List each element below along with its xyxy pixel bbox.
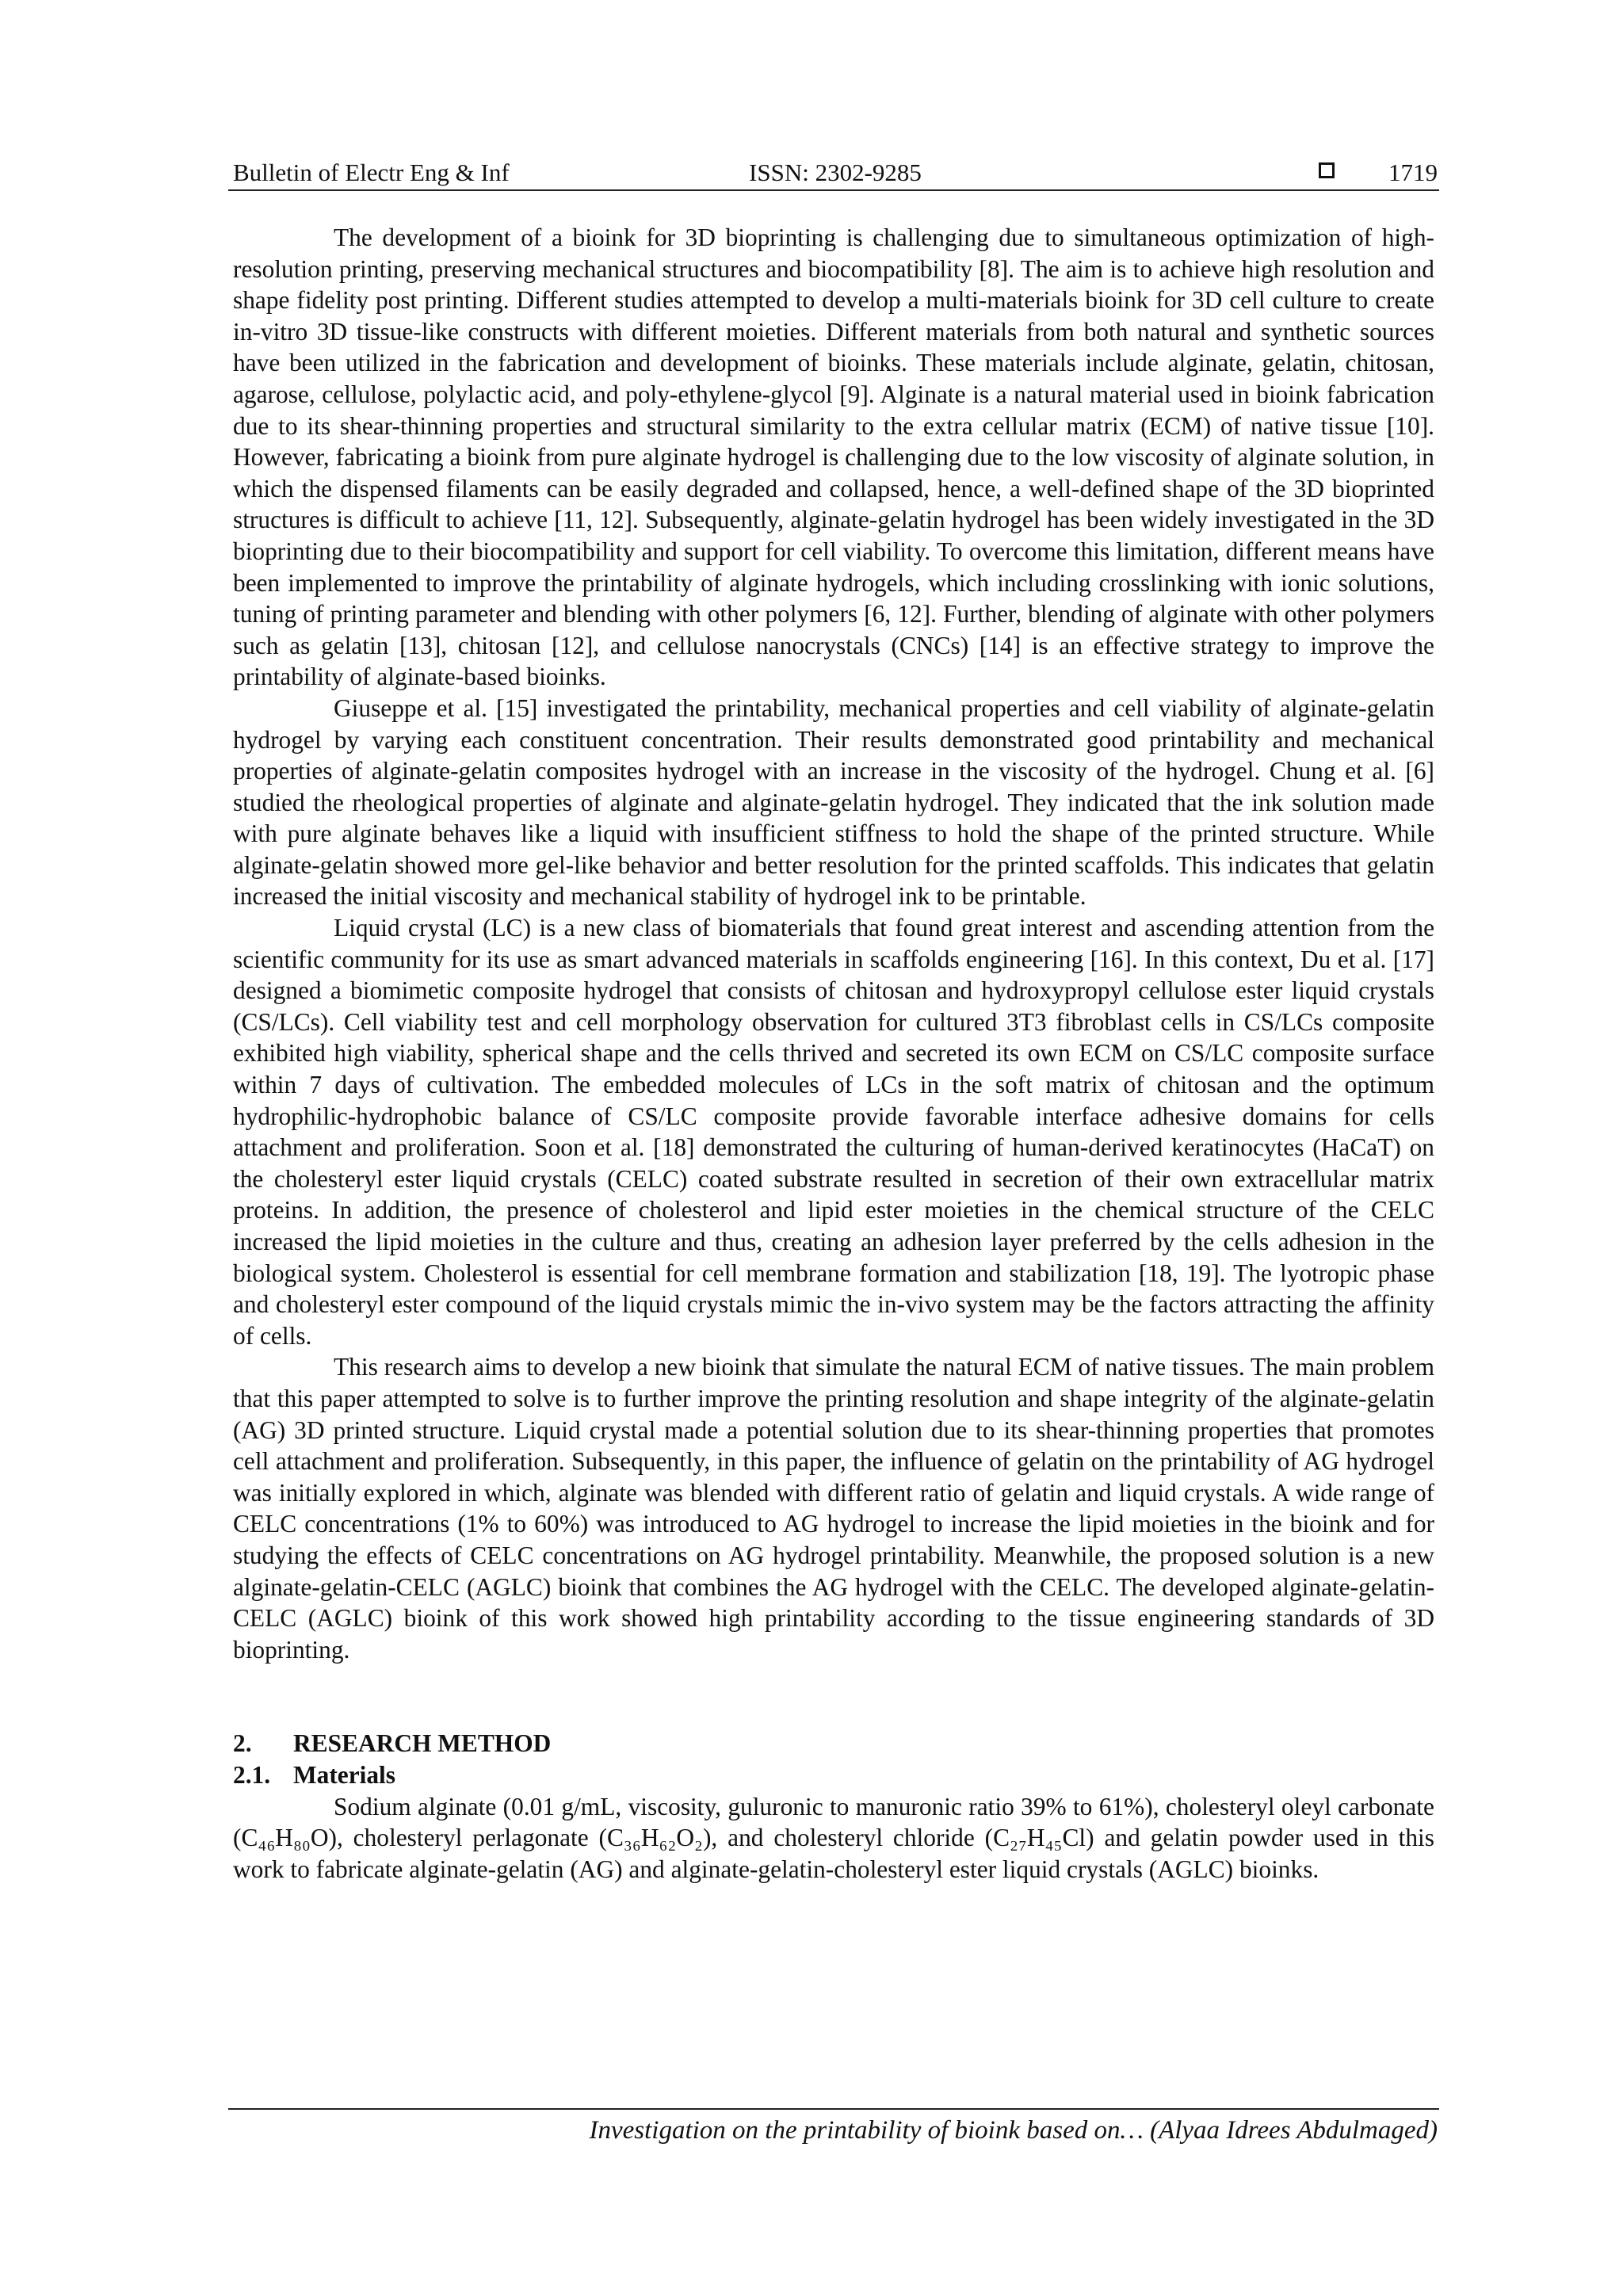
section-number: 2. [233,1729,252,1758]
running-title: Investigation on the printability of bioink based on… (Alyaa Idrees Abdulmaged) [589,2116,1438,2145]
materials-paragraph: Sodium alginate (0.01 g/mL, viscosity, guluronic to manuronic ratio 39% to 61%), cholesteryl oleyl carbonate (C₄₆H₈₀O), cholesteryl perlagonate (C₃₆H₆₂O₂), and cholesteryl chloride (C₂₇H₄₅Cl) and gelatin powder used in this work to fabricate alginate-gelatin (AG) and alginate-gelatin-cholesteryl ester liquid crystals (AGLC) bioinks. [233,1792,1434,1883]
main-text [233,222,1434,1885]
paragraph-3: Liquid crystal (LC) is a new class of biomaterials that found great interest and ascending attention from the scientific community for its use as smart advanced materials in scaffolds engineering [16]. In this context, Du et al. [17] designed a biomimetic composite hydrogel that consists of chitosan and hydroxypropyl cellulose ester liquid crystals (CS/LCs). Cell viability test and cell morphology observation for cultured 3T3 fibroblast cells in CS/LCs composite exhibited high viability, spherical shape and the cells thrived and secreted its own ECM on CS/LC composite surface within 7 days of cultivation. The embedded molecules of LCs in the soft matrix of chitosan and the optimum hydrophilic-hydrophobic balance of CS/LC composite provide favorable interface adhesive domains for cells attachment and proliferation. Soon et al. [18] demonstrated the culturing of human-derived keratinocytes (HaCaT) on the cholesteryl ester liquid crystals (CELC) coated substrate resulted in secretion of their own extracellular matrix proteins. In addition, the presence of cholesterol and lipid ester moieties in the chemical structure of the CELC increased the lipid moieties in the culture and thus, creating an adhesion layer preferred by the cells adhesion in the biological system. Cholesterol is essential for cell membrane formation and stabilization [18, 19]. The lyotropic phase and cholesteryl ester compound of the liquid crystals mimic the in-vivo system may be the factors attracting the affinity of cells. [233,914,1434,1350]
journal-name: Bulletin of Electr Eng & Inf [233,159,510,186]
issn: ISSN: 2302-9285 [749,159,922,186]
subsection-number: 2.1. [233,1760,271,1789]
page-number: 1719 [1388,159,1438,186]
paragraph-2: Giuseppe et al. [15] investigated the printability, mechanical properties and cell viability of alginate-gelatin hydrogel by varying each constituent concentration. Their results demonstrated good printability and mechanical properties of alginate-gelatin composites hydrogel with an increase in the viscosity of the hydrogel. Chung et al. [6] studied the rheological properties of alginate and alginate-gelatin hydrogel. They indicated that the ink solution made with pure alginate behaves like a liquid with insufficient stiffness to hold the shape of the printed structure. While alginate-gelatin showed more gel-like behavior and better resolution for the printed scaffolds. This indicates that gelatin increased the initial viscosity and mechanical stability of hydrogel ink to be printable. [233,693,1434,911]
header-rule [228,189,1439,191]
section-heading [233,1728,1434,1759]
footer-rule [228,2108,1439,2110]
paragraph-4: This research aims to develop a new bioink that simulate the natural ECM of native tissues. The main problem that this paper attempted to solve is to further improve the printing resolution and shape integrity of the alginate-gelatin (AG) 3D printed structure. Liquid crystal made a potential solution due to its shear-thinning properties that promotes cell attachment and proliferation. Subsequently, in this paper, the influence of gelatin on the printability of AG hydrogel was initially explored in which, alginate was blended with different ratio of gelatin and liquid crystals. A wide range of CELC concentrations (1% to 60%) was introduced to AG hydrogel to increase the lipid moieties in the bioink and for studying the effects of CELC concentrations on AG hydrogel printability. Meanwhile, the proposed solution is a new alginate-gelatin-CELC (AGLC) bioink that combines the AG hydrogel with the CELC. The developed alginate-gelatin-CELC (AGLC) bioink of this work showed high printability according to the tissue engineering standards of 3D bioprinting. [233,1353,1434,1664]
paragraph-1: The development of a bioink for 3D bioprinting is challenging due to simultaneous optimization of high-resolution printing, preserving mechanical structures and biocompatibility [8]. The aim is to achieve high resolution and shape fidelity post printing. Different studies attempted to develop a multi-materials bioink for 3D cell culture to create in-vitro 3D tissue-like constructs with different moieties. Different materials from both natural and synthetic sources have been utilized in the fabrication and development of bioinks. These materials include alginate, gelatin, chitosan, agarose, cellulose, polylactic acid, and poly-ethylene-glycol [9]. Alginate is a natural material used in bioink fabrication due to its shear-thinning properties and structural similarity to the extra cellular matrix (ECM) of native tissue [10]. However, fabricating a bioink from pure alginate hydrogel is challenging due to the low viscosity of alginate solution, in which the dispensed filaments can be easily degraded and collapsed, hence, a well-defined shape of the 3D bioprinted structures is difficult to achieve [11, 12]. Subsequently, alginate-gelatin hydrogel has been widely investigated in the 3D bioprinting due to their biocompatibility and support for cell viability. To overcome this limitation, different means have been implemented to improve the printability of alginate hydrogels, which including crosslinking with ionic solutions, tuning of printing parameter and blending with other polymers [6, 12]. Further, blending of alginate with other polymers such as gelatin [13], chitosan [12], and cellulose nanocrystals (CNCs) [14] is an effective strategy to improve the printability of alginate-based bioinks. [233,223,1434,691]
section-title: RESEARCH METHOD [293,1729,552,1758]
subsection-title: Materials [293,1760,395,1789]
page-header [233,155,1438,193]
page-box-icon [1319,162,1335,178]
subsection-heading [233,1759,1434,1791]
